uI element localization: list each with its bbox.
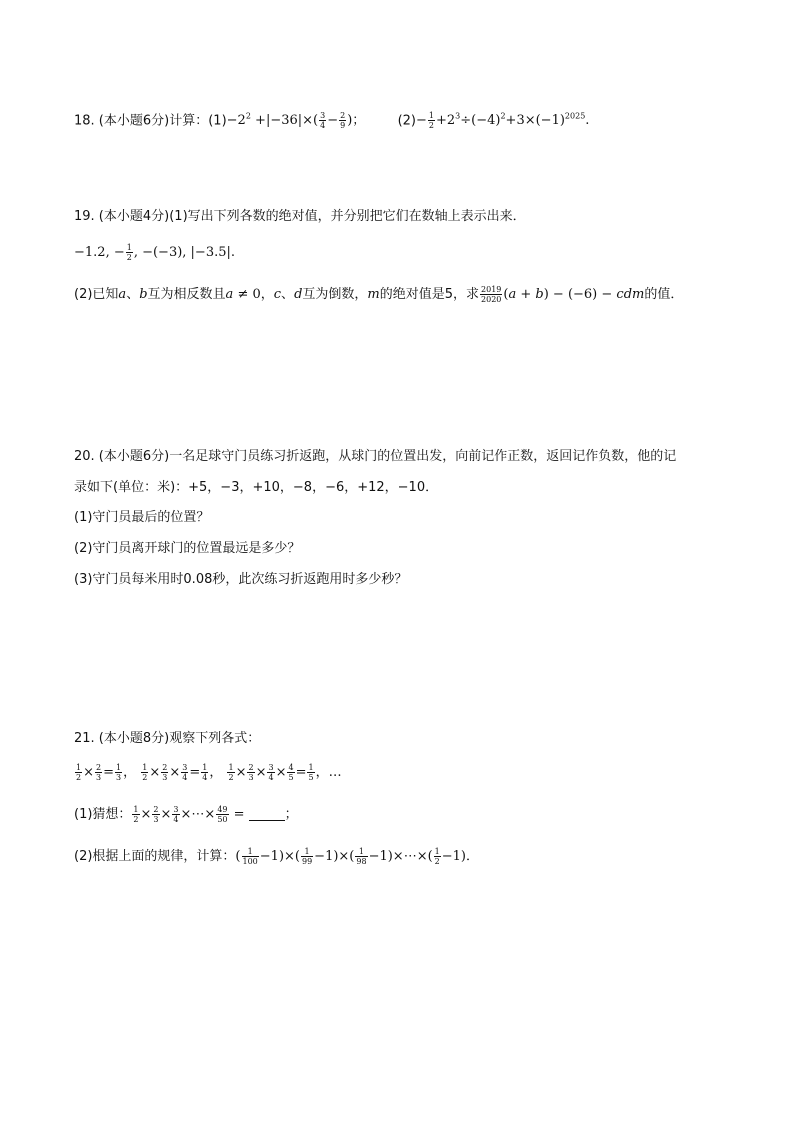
- q18-expr2: − $\frac{1}{2}$ $+2^3\div(-4)^2+3\times(-1)^{2025}$.: [415, 111, 590, 131]
- q21-sub2: (2)根据上面的规律，计算：( $\frac{1}{100}$ −1)×( $\frac{1}{99}$ −1)×( $\frac{1}{98}$ −1)×⋯×( $\frac{1}{2}$ −1)．: [74, 847, 479, 866]
- q19-number-list: −1.2, − $\frac{1}{2}$ , −(−3), |−3.5|.: [74, 243, 236, 262]
- q21-pattern: $\frac{1}{2}$ × $\frac{2}{3}$ = $\frac{1}{3}$ ， $\frac{1}{2}$ × $\frac{2}{3}$ × $\frac{3}{4}$ = $\frac{1}{4}$ ， $\frac{1}{2}$ × $\frac{2}{3}$ × $\frac{3}{4}$ × $\frac{4}{5}$ = $\frac{1}{5}$ ，…: [76, 763, 342, 782]
- q18-part1-label: (1): [208, 113, 227, 129]
- q21-answer-blank[interactable]: [249, 808, 285, 821]
- q20-line2: 录如下(单位：米)：+5，−3，+10，−8，−6，+12，−10．: [74, 480, 439, 495]
- q20-sub3: (3)守门员每米用时0.08秒，此次练习折返跑用时多少秒？: [74, 572, 408, 587]
- q20-line1: 20. (本小题6分)一名足球守门员练习折返跑，从球门的位置出发，向前记作正数，返回记作负数，他的记: [74, 449, 677, 464]
- q21-line1: 21. (本小题8分)观察下列各式：: [74, 731, 261, 746]
- q18-expr1: $-2^2 +|-36|\times$( $\frac{3}{4}$ − $\frac{2}{9}$ )；: [226, 111, 366, 131]
- q18-label: 18. (本小题6分)计算：: [74, 113, 209, 129]
- q19-part2: (2)已知a、b互为相反数且a ≠ 0，c、d互为倒数，m的绝对值是5，求 $\frac{2019}{2020}$ (a + b) − (−6) − cdm的值．: [74, 285, 684, 304]
- q21-sub1: (1)猜想： $\frac{1}{2}$ × $\frac{2}{3}$ × $\frac{3}{4}$ ×⋯× $\frac{49}{50}$ = ；: [74, 805, 298, 824]
- q18-part2-label: (2): [397, 113, 416, 129]
- q18-line: [74, 106, 589, 132]
- q20-sub1: (1)守门员最后的位置？: [74, 510, 210, 525]
- q19-line1: 19. (本小题4分)(1)写出下列各数的绝对值，并分别把它们在数轴上表示出来．: [74, 209, 526, 224]
- q20-sub2: (2)守门员离开球门的位置最远是多少？: [74, 541, 301, 556]
